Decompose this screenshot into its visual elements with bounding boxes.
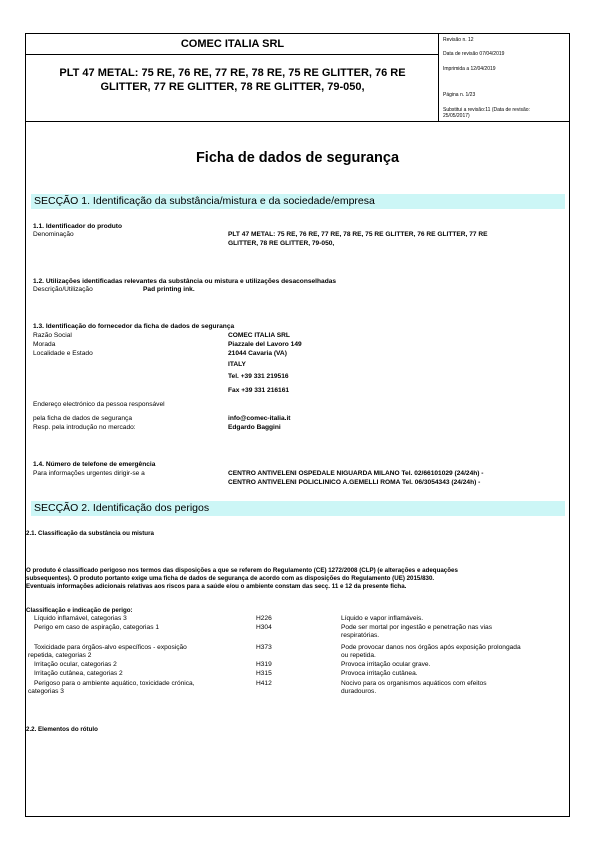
replaces-revision-line-2: 25/05/2017) [443, 113, 470, 119]
s13-value: Tel. +39 331 219516 [228, 373, 289, 380]
hazard-statement: Provoca irritação cutânea. [341, 670, 418, 677]
hazard-class-cont: categorias 3 [28, 688, 64, 695]
page-number: Página n. 1/23 [443, 92, 476, 98]
product-name-line-1: PLT 47 METAL: 75 RE, 76 RE, 77 RE, 78 RE, 75 RE GLITTER, 76 RE [59, 67, 406, 79]
hazard-class: Toxicidade para órgãos-alvo específicos - exposição [34, 644, 187, 651]
hazard-statement: Pode ser mortal por ingestão e penetração nas vias [341, 624, 493, 631]
s12-label: Descrição/Utilização [33, 286, 93, 293]
s11-label: Denominação [33, 231, 74, 238]
hazard-code: H412 [256, 680, 272, 687]
s13-value: COMEC ITALIA SRL [228, 332, 290, 339]
s21-paragraph-line-1: O produto é classificado perigoso nos termos das disposições a que se referem do Regulamento (CE) 1272/2008 (CLP) (e alterações e adequações [26, 567, 458, 574]
hazard-code: H304 [256, 624, 272, 631]
classification-title: Classificação e indicação de perigo: [26, 607, 133, 614]
hazard-class-cont: repetida, categorias 2 [28, 652, 92, 659]
document-header [25, 33, 570, 122]
s21-title: 2.1. Classificação da substância ou mistura [26, 530, 154, 537]
hazard-statement-cont: duradouros. [341, 688, 377, 695]
s12-value: Pad printing ink. [143, 286, 195, 293]
s13-label: Razão Social [33, 332, 72, 339]
hazard-class: Perigo em caso de aspiração, categorias 1 [34, 624, 159, 631]
printed-date: Imprimida a 12/04/2019 [443, 66, 496, 72]
s13-label: Localidade e Estado [33, 350, 93, 357]
revision-number: Revisão n. 12 [443, 37, 474, 43]
hazard-code: H226 [256, 615, 272, 622]
email-label: Endereço electrónico da pessoa responsável [33, 401, 165, 408]
document-title: Ficha de dados de segurança [195, 150, 400, 166]
s22-title: 2.2. Elementos do rótulo [26, 726, 98, 733]
s13-value: 21044 Cavaria (VA) [228, 350, 287, 357]
product-name [30, 66, 435, 94]
hazard-class: Líquido inflamável, categorias 3 [34, 615, 127, 622]
revision-date: Data de revisão 07/04/2019 [443, 51, 505, 57]
replaces-revision-line-1: Substitui a revisão:11 (Data de revisão: [443, 107, 530, 113]
s11-value-line-2: GLITTER, 78 RE GLITTER, 79-050, [228, 240, 335, 247]
company-name: COMEC ITALIA SRL [26, 34, 439, 55]
s13-title: 1.3. Identificação do fornecedor da ficha de dados de segurança [33, 323, 235, 330]
hazard-class: Irritação ocular, categorias 2 [34, 661, 117, 668]
s13-value: Piazzale del Lavoro 149 [228, 341, 302, 348]
s11-title: 1.1. Identificador do produto [33, 223, 123, 230]
s13-value: Fax +39 331 216161 [228, 387, 290, 394]
hazard-statement: Pode provocar danos nos órgãos após exposição prolongada [341, 644, 521, 651]
hazard-statement-cont: respiratórias. [341, 632, 380, 639]
s21-paragraph-line-2: subsequentes). O produto portanto exige uma ficha de dados de segurança de acordo com as disposições do Regulamento (UE) 2015/830. [26, 575, 435, 582]
s11-value-line-1: PLT 47 METAL: 75 RE, 76 RE, 77 RE, 78 RE, 75 RE GLITTER, 76 RE GLITTER, 77 RE [228, 231, 488, 238]
s12-title: 1.2. Utilizações identificadas relevantes da substância ou mistura e utilizações desaconselhadas [33, 278, 337, 285]
s14-title: 1.4. Número de telefone de emergência [33, 461, 156, 468]
s13-label: Morada [33, 341, 56, 348]
product-name-line-2: GLITTER, 77 RE GLITTER, 78 RE GLITTER, 79-050, [100, 81, 365, 93]
email-value[interactable]: info@comec-italia.it [228, 415, 291, 422]
email-for-label: pela ficha de dados de segurança [33, 415, 132, 422]
section-2-heading: SECÇÃO 2. Identificação dos perigos [31, 501, 565, 516]
s13-value: ITALY [228, 361, 246, 368]
header-left-panel [26, 34, 439, 121]
s21-paragraph-line-3: Eventuais informações adicionais relativas aos riscos para a saúde e/ou o ambiente constam das secç. 11 e 12 da presente ficha. [26, 583, 407, 590]
hazard-class: Perigoso para o ambiente aquático, toxicidade crónica, [34, 680, 195, 687]
responsible-value: Edgardo Baggini [228, 424, 281, 431]
hazard-class: Irritação cutânea, categorias 2 [34, 670, 123, 677]
s14-value-line-1: CENTRO ANTIVELENI OSPEDALE NIGUARDA MILANO Tel. 02/66101029 (24/24h) - [228, 470, 484, 477]
hazard-statement: Líquido e vapor inflamáveis. [341, 615, 424, 622]
s14-value-line-2: CENTRO ANTIVELENI POLICLINICO A.GEMELLI ROMA Tel. 06/3054343 (24/24h) - [228, 479, 481, 486]
hazard-code: H373 [256, 644, 272, 651]
section-1-heading: SECÇÃO 1. Identificação da substância/mistura e da sociedade/empresa [31, 194, 565, 209]
hazard-statement: Nocivo para os organismos aquáticos com efeitos [341, 680, 487, 687]
s14-label: Para informações urgentes dirigir-se a [33, 470, 145, 477]
hazard-code: H315 [256, 670, 272, 677]
responsible-label: Resp. pela introdução no mercado: [33, 424, 136, 431]
hazard-statement-cont: ou repetida. [341, 652, 376, 659]
hazard-code: H319 [256, 661, 272, 668]
hazard-statement: Provoca irritação ocular grave. [341, 661, 431, 668]
